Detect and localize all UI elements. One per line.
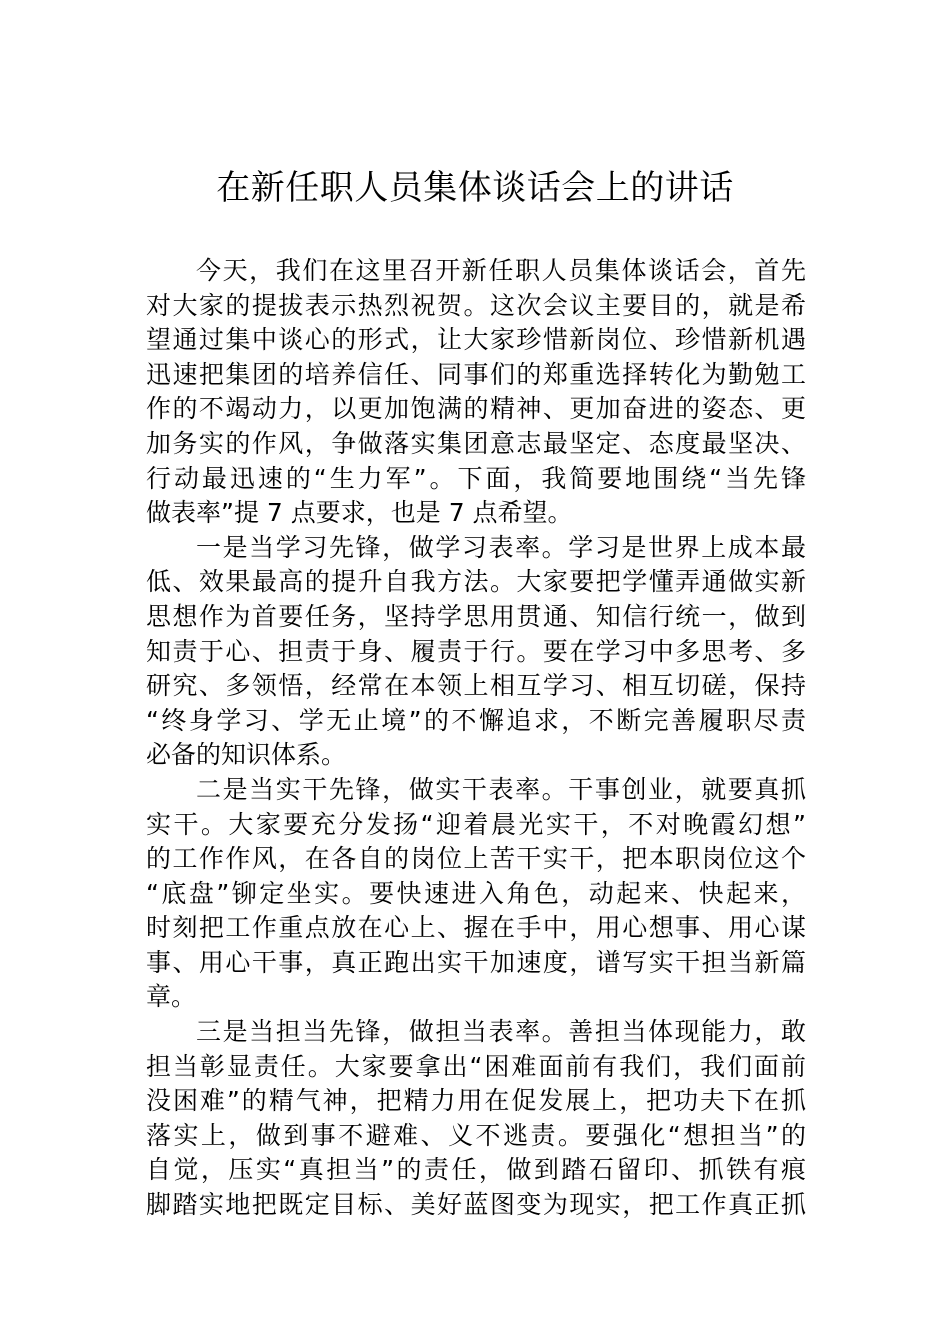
body-line: 落实上，做到事不避难、义不逃责。要强化“想担当”的 [146, 1120, 806, 1150]
body-line: 时刻把工作重点放在心上、握在手中，用心想事、用心谋 [146, 913, 806, 943]
body-line: “终身学习、学无止境”的不懈追求，不断完善履职尽责 [146, 705, 806, 735]
body-line: 三是当担当先锋，做担当表率。善担当体现能力，敢 [196, 1017, 806, 1047]
document-title: 在新任职人员集体谈话会上的讲话 [216, 168, 734, 208]
body-line: 章。 [146, 982, 197, 1012]
body-line: 低、效果最高的提升自我方法。大家要把学懂弄通做实新 [146, 567, 806, 597]
body-line: 一是当学习先锋，做学习表率。学习是世界上成本最 [196, 532, 806, 562]
body-line: 今天，我们在这里召开新任职人员集体谈话会，首先 [196, 256, 806, 285]
body-line: 实干。大家要充分发扬“迎着晨光实干，不对晚霞幻想” [146, 809, 806, 839]
body-line: 行动最迅速的“生力军”。下面，我简要地围绕“当先锋 [146, 463, 806, 493]
body-line: 二是当实干先锋，做实干表率。干事创业，就要真抓 [196, 774, 806, 804]
document-body [146, 254, 806, 1223]
body-line: 作的不竭动力，以更加饱满的精神、更加奋进的姿态、更 [146, 394, 806, 424]
body-line: 必备的知识体系。 [146, 740, 347, 770]
body-line: 没困难”的精气神，把精力用在促发展上，把功夫下在抓 [146, 1086, 806, 1116]
body-line: 思想作为首要任务，坚持学思用贯通、知信行统一，做到 [146, 601, 806, 631]
body-line: “底盘”铆定坐实。要快速进入角色，动起来、快起来， [146, 878, 806, 908]
body-line: 知责于心、担责于身、履责于行。要在学习中多思考、多 [146, 636, 806, 666]
body-line: 事、用心干事，真正跑出实干加速度，谱写实干担当新篇 [146, 947, 806, 977]
body-line: 迅速把集团的培养信任、同事们的郑重选择转化为勤勉工 [146, 359, 806, 389]
body-line: 担当彰显责任。大家要拿出“困难面前有我们，我们面前 [146, 1051, 806, 1081]
body-line: 脚踏实地把既定目标、美好蓝图变为现实，把工作真正抓 [146, 1190, 806, 1220]
body-line: 做表率”提 7 点要求，也是 7 点希望。 [146, 498, 573, 528]
body-line: 研究、多领悟，经常在本领上相互学习、相互切磋，保持 [146, 671, 806, 701]
body-line: 望通过集中谈心的形式，让大家珍惜新岗位、珍惜新机遇 [146, 325, 806, 355]
body-line: 加务实的作风，争做落实集团意志最坚定、态度最坚决、 [146, 428, 806, 458]
body-line: 对大家的提拔表示热烈祝贺。这次会议主要目的，就是希 [146, 290, 806, 320]
body-line: 的工作作风，在各自的岗位上苦干实干，把本职岗位这个 [146, 844, 806, 874]
body-line: 自觉，压实“真担当”的责任，做到踏石留印、抓铁有痕 [146, 1155, 806, 1185]
